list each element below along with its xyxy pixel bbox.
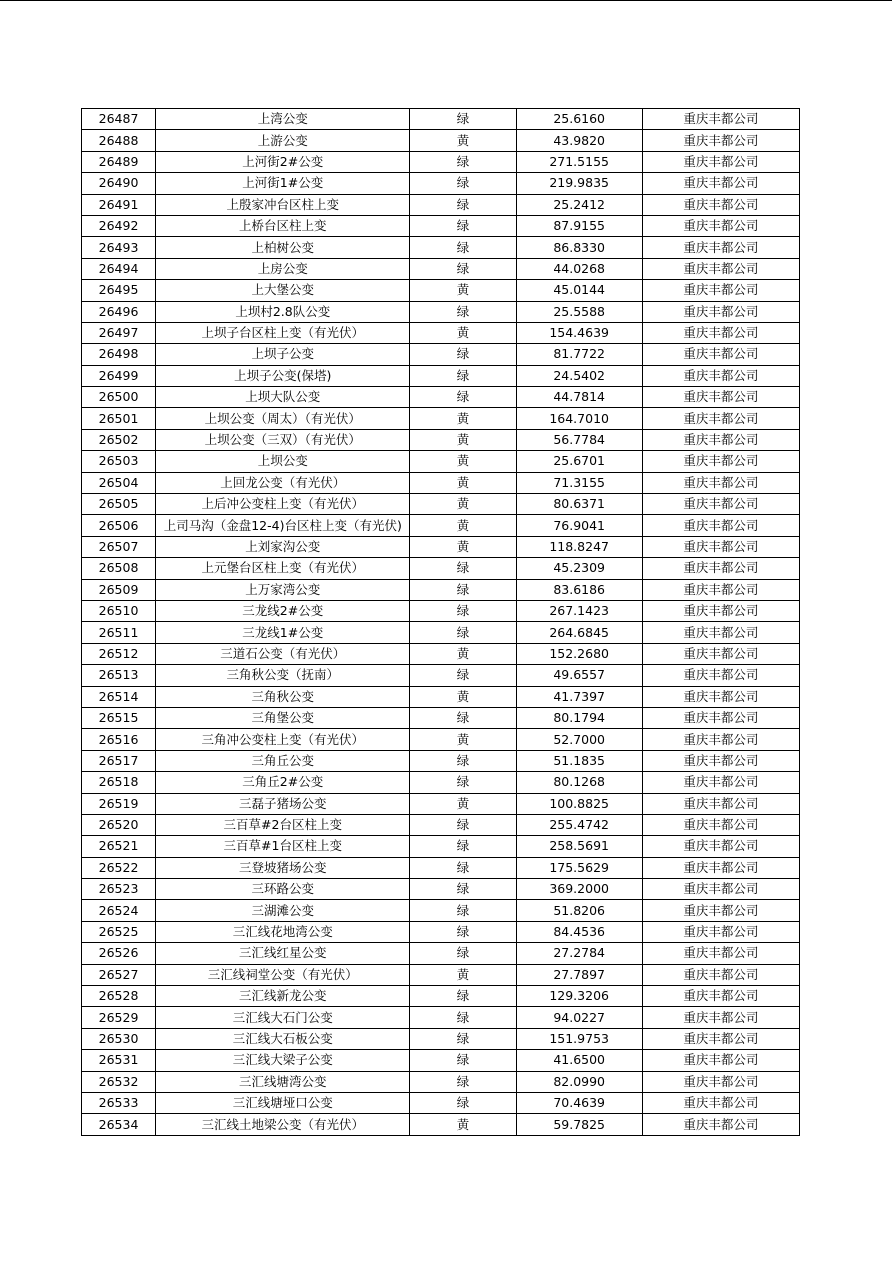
transformer-name-cell: 上后冲公变柱上变（有光伏） bbox=[156, 494, 410, 515]
company-cell: 重庆丰都公司 bbox=[642, 1092, 799, 1113]
transformer-name-cell: 上回龙公变（有光伏） bbox=[156, 472, 410, 493]
value-cell: 43.9820 bbox=[516, 130, 642, 151]
value-cell: 25.5588 bbox=[516, 301, 642, 322]
table-row bbox=[82, 1092, 800, 1113]
company-cell: 重庆丰都公司 bbox=[642, 194, 799, 215]
table-row bbox=[82, 1071, 800, 1092]
row-id-cell: 26509 bbox=[82, 579, 156, 600]
status-color-cell: 绿 bbox=[410, 921, 516, 942]
row-id-cell: 26531 bbox=[82, 1050, 156, 1071]
row-id-cell: 26517 bbox=[82, 750, 156, 771]
company-cell: 重庆丰都公司 bbox=[642, 130, 799, 151]
company-cell: 重庆丰都公司 bbox=[642, 451, 799, 472]
company-cell: 重庆丰都公司 bbox=[642, 836, 799, 857]
table-body bbox=[82, 109, 800, 1136]
company-cell: 重庆丰都公司 bbox=[642, 921, 799, 942]
table-row bbox=[82, 387, 800, 408]
transformer-table bbox=[81, 108, 800, 1136]
company-cell: 重庆丰都公司 bbox=[642, 1114, 799, 1135]
company-cell: 重庆丰都公司 bbox=[642, 536, 799, 557]
status-color-cell: 绿 bbox=[410, 836, 516, 857]
status-color-cell: 绿 bbox=[410, 772, 516, 793]
value-cell: 82.0990 bbox=[516, 1071, 642, 1092]
value-cell: 154.4639 bbox=[516, 322, 642, 343]
status-color-cell: 黄 bbox=[410, 472, 516, 493]
company-cell: 重庆丰都公司 bbox=[642, 344, 799, 365]
row-id-cell: 26496 bbox=[82, 301, 156, 322]
row-id-cell: 26506 bbox=[82, 515, 156, 536]
transformer-name-cell: 三登坡猪场公变 bbox=[156, 857, 410, 878]
table-row bbox=[82, 429, 800, 450]
company-cell: 重庆丰都公司 bbox=[642, 579, 799, 600]
transformer-name-cell: 上殷家冲台区柱上变 bbox=[156, 194, 410, 215]
table-row bbox=[82, 301, 800, 322]
value-cell: 118.8247 bbox=[516, 536, 642, 557]
value-cell: 25.2412 bbox=[516, 194, 642, 215]
company-cell: 重庆丰都公司 bbox=[642, 986, 799, 1007]
value-cell: 175.5629 bbox=[516, 857, 642, 878]
status-color-cell: 黄 bbox=[410, 729, 516, 750]
status-color-cell: 绿 bbox=[410, 943, 516, 964]
value-cell: 271.5155 bbox=[516, 151, 642, 172]
status-color-cell: 绿 bbox=[410, 707, 516, 728]
status-color-cell: 黄 bbox=[410, 643, 516, 664]
transformer-name-cell: 三磊子猪场公变 bbox=[156, 793, 410, 814]
status-color-cell: 黄 bbox=[410, 686, 516, 707]
value-cell: 70.4639 bbox=[516, 1092, 642, 1113]
company-cell: 重庆丰都公司 bbox=[642, 365, 799, 386]
value-cell: 45.2309 bbox=[516, 558, 642, 579]
table-row bbox=[82, 194, 800, 215]
value-cell: 100.8825 bbox=[516, 793, 642, 814]
transformer-name-cell: 上坝村2.8队公变 bbox=[156, 301, 410, 322]
value-cell: 83.6186 bbox=[516, 579, 642, 600]
table-row bbox=[82, 130, 800, 151]
status-color-cell: 绿 bbox=[410, 622, 516, 643]
row-id-cell: 26497 bbox=[82, 322, 156, 343]
value-cell: 41.6500 bbox=[516, 1050, 642, 1071]
status-color-cell: 黄 bbox=[410, 429, 516, 450]
status-color-cell: 绿 bbox=[410, 173, 516, 194]
status-color-cell: 绿 bbox=[410, 237, 516, 258]
transformer-name-cell: 三汇线新龙公变 bbox=[156, 986, 410, 1007]
company-cell: 重庆丰都公司 bbox=[642, 408, 799, 429]
table-row bbox=[82, 707, 800, 728]
company-cell: 重庆丰都公司 bbox=[642, 494, 799, 515]
row-id-cell: 26507 bbox=[82, 536, 156, 557]
table-row bbox=[82, 344, 800, 365]
row-id-cell: 26516 bbox=[82, 729, 156, 750]
row-id-cell: 26500 bbox=[82, 387, 156, 408]
status-color-cell: 绿 bbox=[410, 665, 516, 686]
table-row bbox=[82, 151, 800, 172]
row-id-cell: 26521 bbox=[82, 836, 156, 857]
row-id-cell: 26504 bbox=[82, 472, 156, 493]
status-color-cell: 黄 bbox=[410, 130, 516, 151]
transformer-name-cell: 上游公变 bbox=[156, 130, 410, 151]
transformer-name-cell: 上桥台区柱上变 bbox=[156, 215, 410, 236]
transformer-name-cell: 上元堡台区柱上变（有光伏） bbox=[156, 558, 410, 579]
value-cell: 27.2784 bbox=[516, 943, 642, 964]
value-cell: 152.2680 bbox=[516, 643, 642, 664]
table-row bbox=[82, 515, 800, 536]
transformer-name-cell: 三角丘2#公变 bbox=[156, 772, 410, 793]
table-row bbox=[82, 558, 800, 579]
row-id-cell: 26518 bbox=[82, 772, 156, 793]
transformer-name-cell: 上湾公变 bbox=[156, 109, 410, 130]
transformer-name-cell: 三百草#1台区柱上变 bbox=[156, 836, 410, 857]
transformer-name-cell: 上坝子公变(保塔) bbox=[156, 365, 410, 386]
transformer-name-cell: 三湖滩公变 bbox=[156, 900, 410, 921]
row-id-cell: 26528 bbox=[82, 986, 156, 1007]
value-cell: 369.2000 bbox=[516, 879, 642, 900]
table-row bbox=[82, 665, 800, 686]
value-cell: 87.9155 bbox=[516, 215, 642, 236]
company-cell: 重庆丰都公司 bbox=[642, 772, 799, 793]
table-row bbox=[82, 322, 800, 343]
company-cell: 重庆丰都公司 bbox=[642, 600, 799, 621]
transformer-name-cell: 三汇线塘垭口公变 bbox=[156, 1092, 410, 1113]
transformer-name-cell: 三汇线大石板公变 bbox=[156, 1028, 410, 1049]
transformer-name-cell: 三道石公变（有光伏） bbox=[156, 643, 410, 664]
company-cell: 重庆丰都公司 bbox=[642, 900, 799, 921]
company-cell: 重庆丰都公司 bbox=[642, 322, 799, 343]
row-id-cell: 26510 bbox=[82, 600, 156, 621]
transformer-name-cell: 三龙线2#公变 bbox=[156, 600, 410, 621]
row-id-cell: 26499 bbox=[82, 365, 156, 386]
status-color-cell: 绿 bbox=[410, 750, 516, 771]
table-row bbox=[82, 793, 800, 814]
transformer-name-cell: 三龙线1#公变 bbox=[156, 622, 410, 643]
value-cell: 56.7784 bbox=[516, 429, 642, 450]
transformer-name-cell: 三汇线土地梁公变（有光伏） bbox=[156, 1114, 410, 1135]
transformer-name-cell: 三角堡公变 bbox=[156, 707, 410, 728]
value-cell: 151.9753 bbox=[516, 1028, 642, 1049]
row-id-cell: 26529 bbox=[82, 1007, 156, 1028]
row-id-cell: 26490 bbox=[82, 173, 156, 194]
value-cell: 44.7814 bbox=[516, 387, 642, 408]
transformer-name-cell: 三汇线红星公变 bbox=[156, 943, 410, 964]
company-cell: 重庆丰都公司 bbox=[642, 215, 799, 236]
company-cell: 重庆丰都公司 bbox=[642, 1050, 799, 1071]
company-cell: 重庆丰都公司 bbox=[642, 280, 799, 301]
transformer-name-cell: 上刘家沟公变 bbox=[156, 536, 410, 557]
transformer-name-cell: 上房公变 bbox=[156, 258, 410, 279]
status-color-cell: 黄 bbox=[410, 322, 516, 343]
table-row bbox=[82, 986, 800, 1007]
value-cell: 45.0144 bbox=[516, 280, 642, 301]
table-row bbox=[82, 643, 800, 664]
row-id-cell: 26493 bbox=[82, 237, 156, 258]
row-id-cell: 26492 bbox=[82, 215, 156, 236]
transformer-name-cell: 上司马沟（金盘12-4)台区柱上变（有光伏) bbox=[156, 515, 410, 536]
company-cell: 重庆丰都公司 bbox=[642, 1071, 799, 1092]
status-color-cell: 绿 bbox=[410, 600, 516, 621]
status-color-cell: 绿 bbox=[410, 301, 516, 322]
table-row bbox=[82, 600, 800, 621]
company-cell: 重庆丰都公司 bbox=[642, 1007, 799, 1028]
company-cell: 重庆丰都公司 bbox=[642, 472, 799, 493]
row-id-cell: 26523 bbox=[82, 879, 156, 900]
transformer-name-cell: 三角秋公变 bbox=[156, 686, 410, 707]
status-color-cell: 绿 bbox=[410, 194, 516, 215]
transformer-name-cell: 三环路公变 bbox=[156, 879, 410, 900]
company-cell: 重庆丰都公司 bbox=[642, 686, 799, 707]
transformer-name-cell: 上大堡公变 bbox=[156, 280, 410, 301]
company-cell: 重庆丰都公司 bbox=[642, 643, 799, 664]
table-row bbox=[82, 814, 800, 835]
value-cell: 129.3206 bbox=[516, 986, 642, 1007]
row-id-cell: 26511 bbox=[82, 622, 156, 643]
status-color-cell: 黄 bbox=[410, 494, 516, 515]
status-color-cell: 绿 bbox=[410, 579, 516, 600]
status-color-cell: 绿 bbox=[410, 857, 516, 878]
row-id-cell: 26502 bbox=[82, 429, 156, 450]
table-row bbox=[82, 857, 800, 878]
table-row bbox=[82, 879, 800, 900]
transformer-name-cell: 三汇线花地湾公变 bbox=[156, 921, 410, 942]
row-id-cell: 26527 bbox=[82, 964, 156, 985]
company-cell: 重庆丰都公司 bbox=[642, 301, 799, 322]
value-cell: 164.7010 bbox=[516, 408, 642, 429]
value-cell: 49.6557 bbox=[516, 665, 642, 686]
status-color-cell: 绿 bbox=[410, 365, 516, 386]
company-cell: 重庆丰都公司 bbox=[642, 943, 799, 964]
row-id-cell: 26498 bbox=[82, 344, 156, 365]
company-cell: 重庆丰都公司 bbox=[642, 237, 799, 258]
row-id-cell: 26508 bbox=[82, 558, 156, 579]
transformer-name-cell: 三汇线塘湾公变 bbox=[156, 1071, 410, 1092]
table-row bbox=[82, 258, 800, 279]
row-id-cell: 26487 bbox=[82, 109, 156, 130]
row-id-cell: 26494 bbox=[82, 258, 156, 279]
table-row bbox=[82, 109, 800, 130]
table-row bbox=[82, 750, 800, 771]
row-id-cell: 26513 bbox=[82, 665, 156, 686]
transformer-name-cell: 上坝公变 bbox=[156, 451, 410, 472]
status-color-cell: 绿 bbox=[410, 109, 516, 130]
table-row bbox=[82, 536, 800, 557]
status-color-cell: 黄 bbox=[410, 280, 516, 301]
status-color-cell: 黄 bbox=[410, 1114, 516, 1135]
table-row bbox=[82, 237, 800, 258]
company-cell: 重庆丰都公司 bbox=[642, 707, 799, 728]
table-row bbox=[82, 622, 800, 643]
row-id-cell: 26512 bbox=[82, 643, 156, 664]
row-id-cell: 26519 bbox=[82, 793, 156, 814]
table-row bbox=[82, 772, 800, 793]
row-id-cell: 26532 bbox=[82, 1071, 156, 1092]
table-row bbox=[82, 472, 800, 493]
company-cell: 重庆丰都公司 bbox=[642, 558, 799, 579]
status-color-cell: 绿 bbox=[410, 558, 516, 579]
value-cell: 59.7825 bbox=[516, 1114, 642, 1135]
value-cell: 25.6160 bbox=[516, 109, 642, 130]
company-cell: 重庆丰都公司 bbox=[642, 258, 799, 279]
value-cell: 80.1794 bbox=[516, 707, 642, 728]
row-id-cell: 26495 bbox=[82, 280, 156, 301]
row-id-cell: 26503 bbox=[82, 451, 156, 472]
company-cell: 重庆丰都公司 bbox=[642, 151, 799, 172]
row-id-cell: 26515 bbox=[82, 707, 156, 728]
status-color-cell: 黄 bbox=[410, 408, 516, 429]
row-id-cell: 26533 bbox=[82, 1092, 156, 1113]
transformer-name-cell: 三汇线祠堂公变（有光伏） bbox=[156, 964, 410, 985]
table-row bbox=[82, 1028, 800, 1049]
table-row bbox=[82, 173, 800, 194]
table-row bbox=[82, 686, 800, 707]
table-row bbox=[82, 729, 800, 750]
table-row bbox=[82, 964, 800, 985]
value-cell: 267.1423 bbox=[516, 600, 642, 621]
table-row bbox=[82, 836, 800, 857]
transformer-name-cell: 上河街2#公变 bbox=[156, 151, 410, 172]
company-cell: 重庆丰都公司 bbox=[642, 622, 799, 643]
table-row bbox=[82, 1114, 800, 1135]
row-id-cell: 26488 bbox=[82, 130, 156, 151]
status-color-cell: 黄 bbox=[410, 451, 516, 472]
table-row bbox=[82, 215, 800, 236]
value-cell: 94.0227 bbox=[516, 1007, 642, 1028]
transformer-name-cell: 上河街1#公变 bbox=[156, 173, 410, 194]
company-cell: 重庆丰都公司 bbox=[642, 429, 799, 450]
value-cell: 219.9835 bbox=[516, 173, 642, 194]
company-cell: 重庆丰都公司 bbox=[642, 793, 799, 814]
status-color-cell: 绿 bbox=[410, 986, 516, 1007]
status-color-cell: 绿 bbox=[410, 1050, 516, 1071]
row-id-cell: 26522 bbox=[82, 857, 156, 878]
value-cell: 258.5691 bbox=[516, 836, 642, 857]
table-row bbox=[82, 921, 800, 942]
value-cell: 44.0268 bbox=[516, 258, 642, 279]
transformer-name-cell: 上坝子台区柱上变（有光伏） bbox=[156, 322, 410, 343]
row-id-cell: 26505 bbox=[82, 494, 156, 515]
transformer-name-cell: 三汇线大石门公变 bbox=[156, 1007, 410, 1028]
company-cell: 重庆丰都公司 bbox=[642, 750, 799, 771]
table-row bbox=[82, 1007, 800, 1028]
company-cell: 重庆丰都公司 bbox=[642, 387, 799, 408]
company-cell: 重庆丰都公司 bbox=[642, 857, 799, 878]
status-color-cell: 绿 bbox=[410, 151, 516, 172]
transformer-name-cell: 上万家湾公变 bbox=[156, 579, 410, 600]
status-color-cell: 黄 bbox=[410, 793, 516, 814]
table-row bbox=[82, 280, 800, 301]
transformer-name-cell: 上坝公变（周太）（有光伏） bbox=[156, 408, 410, 429]
value-cell: 255.4742 bbox=[516, 814, 642, 835]
table-row bbox=[82, 451, 800, 472]
status-color-cell: 绿 bbox=[410, 1028, 516, 1049]
status-color-cell: 绿 bbox=[410, 1071, 516, 1092]
transformer-name-cell: 三角冲公变柱上变（有光伏） bbox=[156, 729, 410, 750]
status-color-cell: 绿 bbox=[410, 215, 516, 236]
value-cell: 51.1835 bbox=[516, 750, 642, 771]
company-cell: 重庆丰都公司 bbox=[642, 964, 799, 985]
table-row bbox=[82, 1050, 800, 1071]
row-id-cell: 26501 bbox=[82, 408, 156, 429]
transformer-name-cell: 三百草#2台区柱上变 bbox=[156, 814, 410, 835]
row-id-cell: 26491 bbox=[82, 194, 156, 215]
value-cell: 84.4536 bbox=[516, 921, 642, 942]
value-cell: 71.3155 bbox=[516, 472, 642, 493]
status-color-cell: 绿 bbox=[410, 1092, 516, 1113]
value-cell: 80.1268 bbox=[516, 772, 642, 793]
table-row bbox=[82, 408, 800, 429]
value-cell: 264.6845 bbox=[516, 622, 642, 643]
table-row bbox=[82, 579, 800, 600]
company-cell: 重庆丰都公司 bbox=[642, 173, 799, 194]
row-id-cell: 26524 bbox=[82, 900, 156, 921]
transformer-name-cell: 上坝子公变 bbox=[156, 344, 410, 365]
value-cell: 52.7000 bbox=[516, 729, 642, 750]
value-cell: 24.5402 bbox=[516, 365, 642, 386]
table-row bbox=[82, 900, 800, 921]
status-color-cell: 黄 bbox=[410, 964, 516, 985]
value-cell: 51.8206 bbox=[516, 900, 642, 921]
row-id-cell: 26514 bbox=[82, 686, 156, 707]
row-id-cell: 26525 bbox=[82, 921, 156, 942]
table-row bbox=[82, 365, 800, 386]
page-top-border bbox=[0, 0, 892, 1]
row-id-cell: 26534 bbox=[82, 1114, 156, 1135]
transformer-name-cell: 上柏树公变 bbox=[156, 237, 410, 258]
row-id-cell: 26489 bbox=[82, 151, 156, 172]
value-cell: 80.6371 bbox=[516, 494, 642, 515]
company-cell: 重庆丰都公司 bbox=[642, 515, 799, 536]
company-cell: 重庆丰都公司 bbox=[642, 814, 799, 835]
row-id-cell: 26520 bbox=[82, 814, 156, 835]
table-row bbox=[82, 494, 800, 515]
company-cell: 重庆丰都公司 bbox=[642, 665, 799, 686]
status-color-cell: 绿 bbox=[410, 814, 516, 835]
transformer-name-cell: 三角丘公变 bbox=[156, 750, 410, 771]
value-cell: 41.7397 bbox=[516, 686, 642, 707]
transformer-name-cell: 三汇线大梁子公变 bbox=[156, 1050, 410, 1071]
value-cell: 25.6701 bbox=[516, 451, 642, 472]
value-cell: 27.7897 bbox=[516, 964, 642, 985]
row-id-cell: 26526 bbox=[82, 943, 156, 964]
table-row bbox=[82, 943, 800, 964]
value-cell: 86.8330 bbox=[516, 237, 642, 258]
value-cell: 81.7722 bbox=[516, 344, 642, 365]
status-color-cell: 绿 bbox=[410, 387, 516, 408]
row-id-cell: 26530 bbox=[82, 1028, 156, 1049]
status-color-cell: 绿 bbox=[410, 258, 516, 279]
status-color-cell: 黄 bbox=[410, 536, 516, 557]
status-color-cell: 黄 bbox=[410, 515, 516, 536]
transformer-name-cell: 上坝公变（三双）（有光伏） bbox=[156, 429, 410, 450]
status-color-cell: 绿 bbox=[410, 900, 516, 921]
transformer-name-cell: 三角秋公变（抚南） bbox=[156, 665, 410, 686]
company-cell: 重庆丰都公司 bbox=[642, 729, 799, 750]
company-cell: 重庆丰都公司 bbox=[642, 109, 799, 130]
status-color-cell: 绿 bbox=[410, 879, 516, 900]
transformer-name-cell: 上坝大队公变 bbox=[156, 387, 410, 408]
status-color-cell: 绿 bbox=[410, 344, 516, 365]
value-cell: 76.9041 bbox=[516, 515, 642, 536]
company-cell: 重庆丰都公司 bbox=[642, 879, 799, 900]
company-cell: 重庆丰都公司 bbox=[642, 1028, 799, 1049]
status-color-cell: 绿 bbox=[410, 1007, 516, 1028]
